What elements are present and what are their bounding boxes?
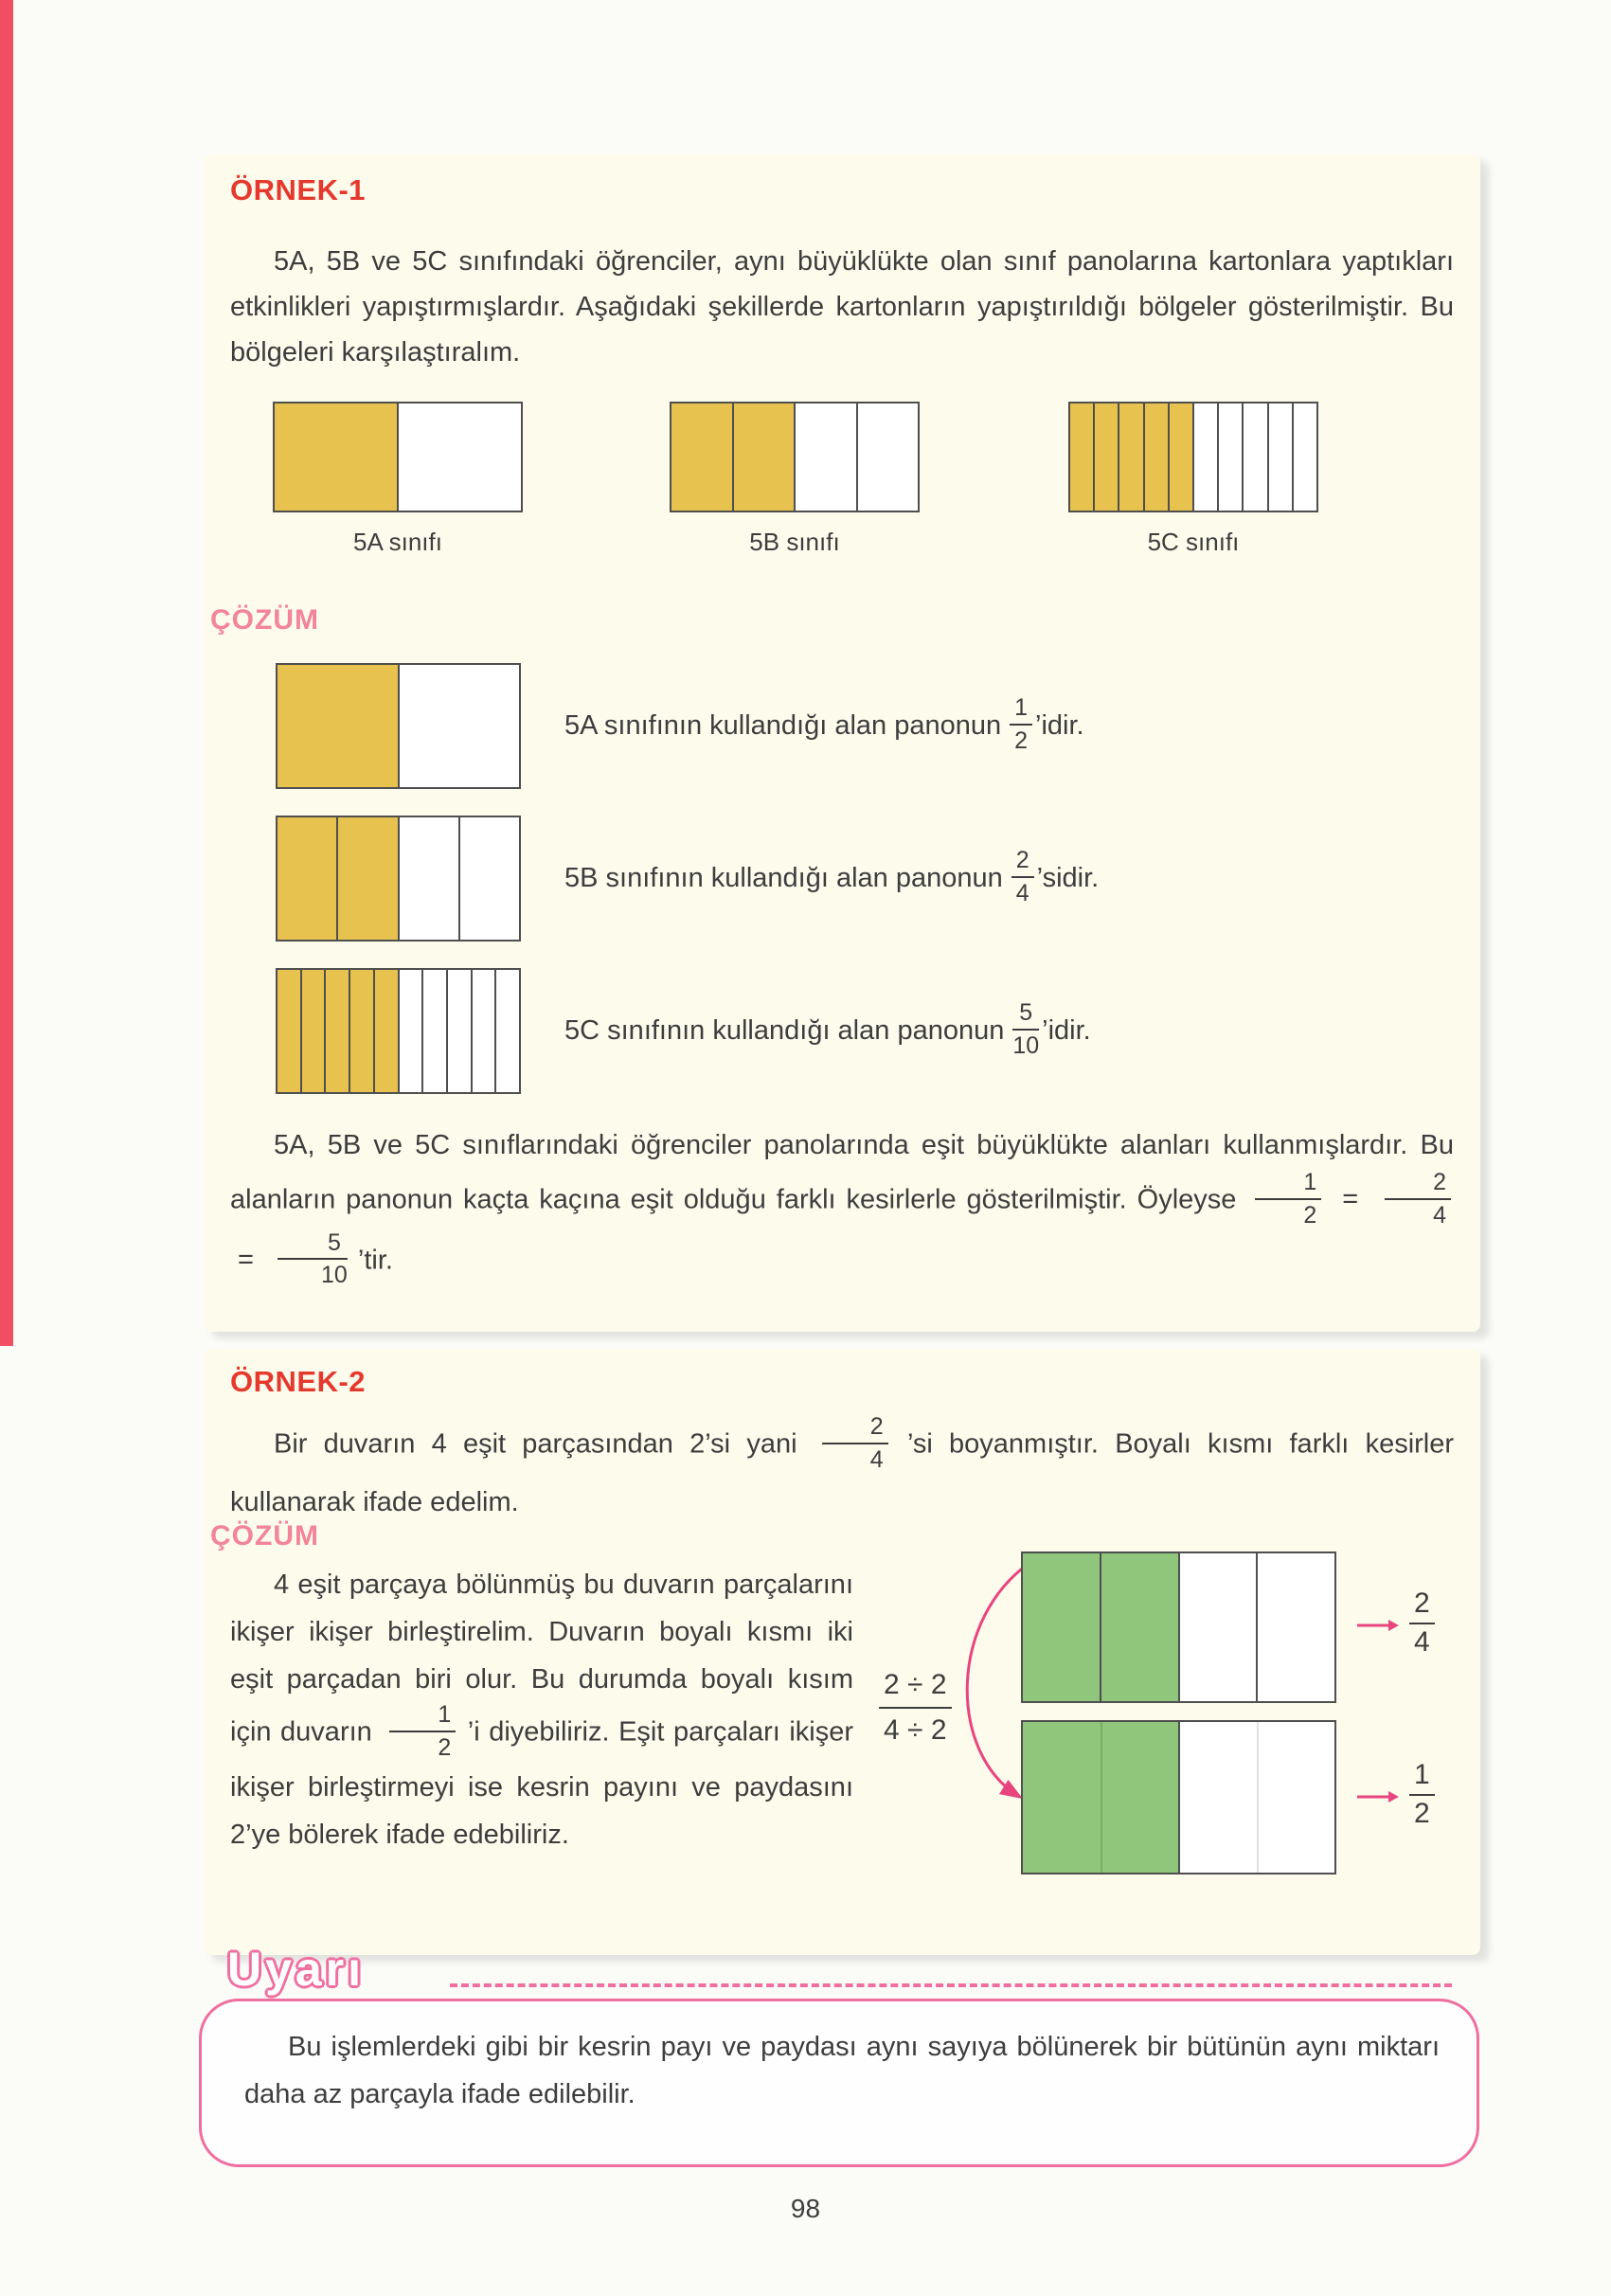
filled-cell xyxy=(277,665,400,787)
empty-cell xyxy=(1180,1722,1335,1873)
wall-diagram-halves xyxy=(1021,1720,1336,1874)
example-2-title: ÖRNEK-2 xyxy=(230,1365,367,1398)
fraction-2-4: $\frac{2}{4}$ xyxy=(1385,1169,1451,1229)
empty-cell xyxy=(423,970,448,1092)
division-denominator: 4 ÷ 2 xyxy=(884,1714,947,1746)
fraction-bar xyxy=(276,663,521,789)
empty-cell xyxy=(796,404,858,511)
text: ’idir. xyxy=(1042,1015,1091,1046)
equals-sign: = xyxy=(238,1244,254,1275)
filled-cell xyxy=(275,404,399,511)
fraction-bar xyxy=(276,816,521,942)
equals-sign: = xyxy=(1342,1184,1359,1215)
fraction-1-2: $\frac{1}{2}$ xyxy=(1255,1169,1321,1229)
summary-text: 5A, 5B ve 5C sınıflarındaki öğrenciler panolarında eşit büyüklükte alanları kullanmışlardır. Bu alanların panonun kaçta kaçına eşit olduğu farklı kesirlerle gösterilmiştir. Öyleyse xyxy=(230,1130,1454,1215)
filled-cell xyxy=(1145,404,1170,511)
filled-cell xyxy=(338,817,399,940)
empty-cell xyxy=(400,817,460,940)
panel-label-5a: 5A sınıfı xyxy=(353,528,442,556)
warning-body-text: Bu işlemlerdeki gibi bir kesrin payı ve paydası aynı sayıya bölünerek bir bütünün aynı miktarı daha az parçayla ifade edilebilir. xyxy=(244,2032,1440,2109)
filled-cell xyxy=(326,970,350,1092)
empty-cell xyxy=(1258,1553,1334,1701)
arrow-right-icon xyxy=(1356,1789,1400,1804)
warning-dashed-line xyxy=(450,1983,1452,1987)
filled-cell xyxy=(1101,1553,1180,1701)
intro-text: Bir duvarın 4 eşit parçasından 2’si yani xyxy=(274,1428,797,1460)
body-text: 4 eşit parçaya bölünmüş bu duvarın parçalarını ikişer ikişer birleştirelim. Duvarın boyalı kısmı iki eşit parçadan biri olur. Bu durumda boyalı kısım için duvarın xyxy=(230,1570,853,1748)
result-1-2 xyxy=(1356,1761,1435,1832)
fraction-5-10: $\frac{5}{10}$ xyxy=(1012,998,1040,1059)
fraction-1-2: $\frac{1}{2}$ xyxy=(1409,1759,1435,1830)
panel-label-5b: 5B sınıfı xyxy=(749,528,840,556)
fraction-5-10: $\frac{5}{10}$ xyxy=(277,1229,348,1290)
example-1-summary xyxy=(230,1121,1454,1291)
empty-cell xyxy=(1194,404,1219,511)
example-2-body xyxy=(230,1561,853,1858)
panel-5a xyxy=(273,402,523,557)
wall-diagram-quarters xyxy=(1021,1552,1336,1703)
text: 5B sınıfının kullandığı alan panonun xyxy=(564,863,1003,893)
warning-text xyxy=(244,2023,1440,2118)
summary-suffix: ’tir. xyxy=(357,1244,393,1275)
filled-cell xyxy=(302,970,327,1092)
example-1-intro xyxy=(230,239,1454,375)
empty-cell xyxy=(400,665,520,787)
fraction-bar-wall-bottom xyxy=(1021,1720,1336,1874)
filled-cell xyxy=(375,970,400,1092)
text: ’sidir. xyxy=(1036,863,1100,893)
fraction-bar xyxy=(276,968,521,1094)
empty-cell xyxy=(399,404,521,511)
filled-cell xyxy=(734,404,797,511)
left-accent-stripe xyxy=(0,0,13,1346)
panel-label-5c: 5C sınıfı xyxy=(1147,528,1240,556)
fraction-2-4: $\frac{2}{4}$ xyxy=(1409,1587,1435,1659)
filled-cell xyxy=(1170,404,1194,511)
filled-cell xyxy=(671,404,734,511)
intro-text: 5A, 5B ve 5C sınıfındaki öğrenciler, aynı büyüklükte olan sınıf panolarına kartonlara yaptıkları etkinlikleri yapıştırmışlardır. Aşağıdaki şekillerde kartonların yapıştırıldığı bölgeler gösterilmiştir. Bu bölgeleri karşılaştıralım. xyxy=(230,246,1454,368)
example-1-section xyxy=(204,154,1480,1332)
empty-cell xyxy=(1269,404,1294,511)
filled-cell xyxy=(1095,404,1119,511)
fraction-bar-wall-top xyxy=(1021,1552,1336,1703)
warning-title: Uyarı xyxy=(227,1943,366,1996)
filled-cell xyxy=(1023,1722,1180,1873)
empty-cell xyxy=(858,404,919,511)
page-number: 98 xyxy=(790,2194,821,2223)
filled-cell xyxy=(1070,404,1095,511)
body-text: ’i diyebiliriz. Eşit parçaları ikişer ikişer birleştirmeyi ise kesrin payını ve paydasını 2’ye bölerek ifade edebiliriz. xyxy=(230,1716,853,1850)
result-2-4 xyxy=(1356,1589,1435,1660)
empty-cell xyxy=(460,817,519,940)
text: 5A sınıfının kullandığı alan panonun xyxy=(564,710,1002,741)
empty-cell xyxy=(1219,404,1244,511)
panel-5b xyxy=(670,402,920,557)
empty-cell xyxy=(1180,1553,1259,1701)
filled-cell xyxy=(350,970,375,1092)
fraction-bar-5b xyxy=(670,402,920,512)
fraction-bar-5a xyxy=(273,402,523,512)
filled-cell xyxy=(277,970,302,1092)
solution-text xyxy=(564,998,1091,1062)
solution-text xyxy=(564,846,1100,909)
solution-row-5a xyxy=(276,663,1084,789)
example-1-title: ÖRNEK-1 xyxy=(230,173,367,206)
solution-2-title: ÇÖZÜM xyxy=(210,1520,319,1552)
solution-row-5b xyxy=(276,816,1099,942)
solution-1-title: ÇÖZÜM xyxy=(210,604,319,636)
arrow-right-icon xyxy=(1356,1618,1400,1633)
fraction-2-4: $\frac{2}{4}$ xyxy=(1011,847,1034,907)
filled-cell xyxy=(1023,1553,1101,1701)
fraction-bar-5c xyxy=(1068,402,1318,512)
empty-cell xyxy=(496,970,519,1092)
solution-row-5c xyxy=(276,968,1091,1094)
empty-cell xyxy=(1294,404,1316,511)
filled-cell xyxy=(1119,404,1144,511)
example-2-section xyxy=(204,1349,1480,1955)
empty-cell xyxy=(1244,404,1268,511)
text: 5C sınıfının kullandığı alan panonun xyxy=(564,1015,1005,1046)
empty-cell xyxy=(473,970,497,1092)
solution-text xyxy=(564,693,1084,757)
text: ’idir. xyxy=(1035,710,1084,741)
panel-5c xyxy=(1068,402,1318,557)
fraction-2-4: $\frac{2}{4}$ xyxy=(822,1413,888,1474)
example-2-intro xyxy=(230,1415,1454,1529)
division-numerator: 2 ÷ 2 xyxy=(879,1669,952,1709)
fraction-1-2: $\frac{1}{2}$ xyxy=(1010,694,1032,755)
empty-cell xyxy=(448,970,473,1092)
fraction-1-2: $\frac{1}{2}$ xyxy=(389,1701,456,1762)
filled-cell xyxy=(277,817,338,940)
intro-text: ’si boyanmıştır. Boyalı kısmı farklı kesirler kullanarak ifade edelim. xyxy=(230,1428,1455,1517)
empty-cell xyxy=(400,970,424,1092)
